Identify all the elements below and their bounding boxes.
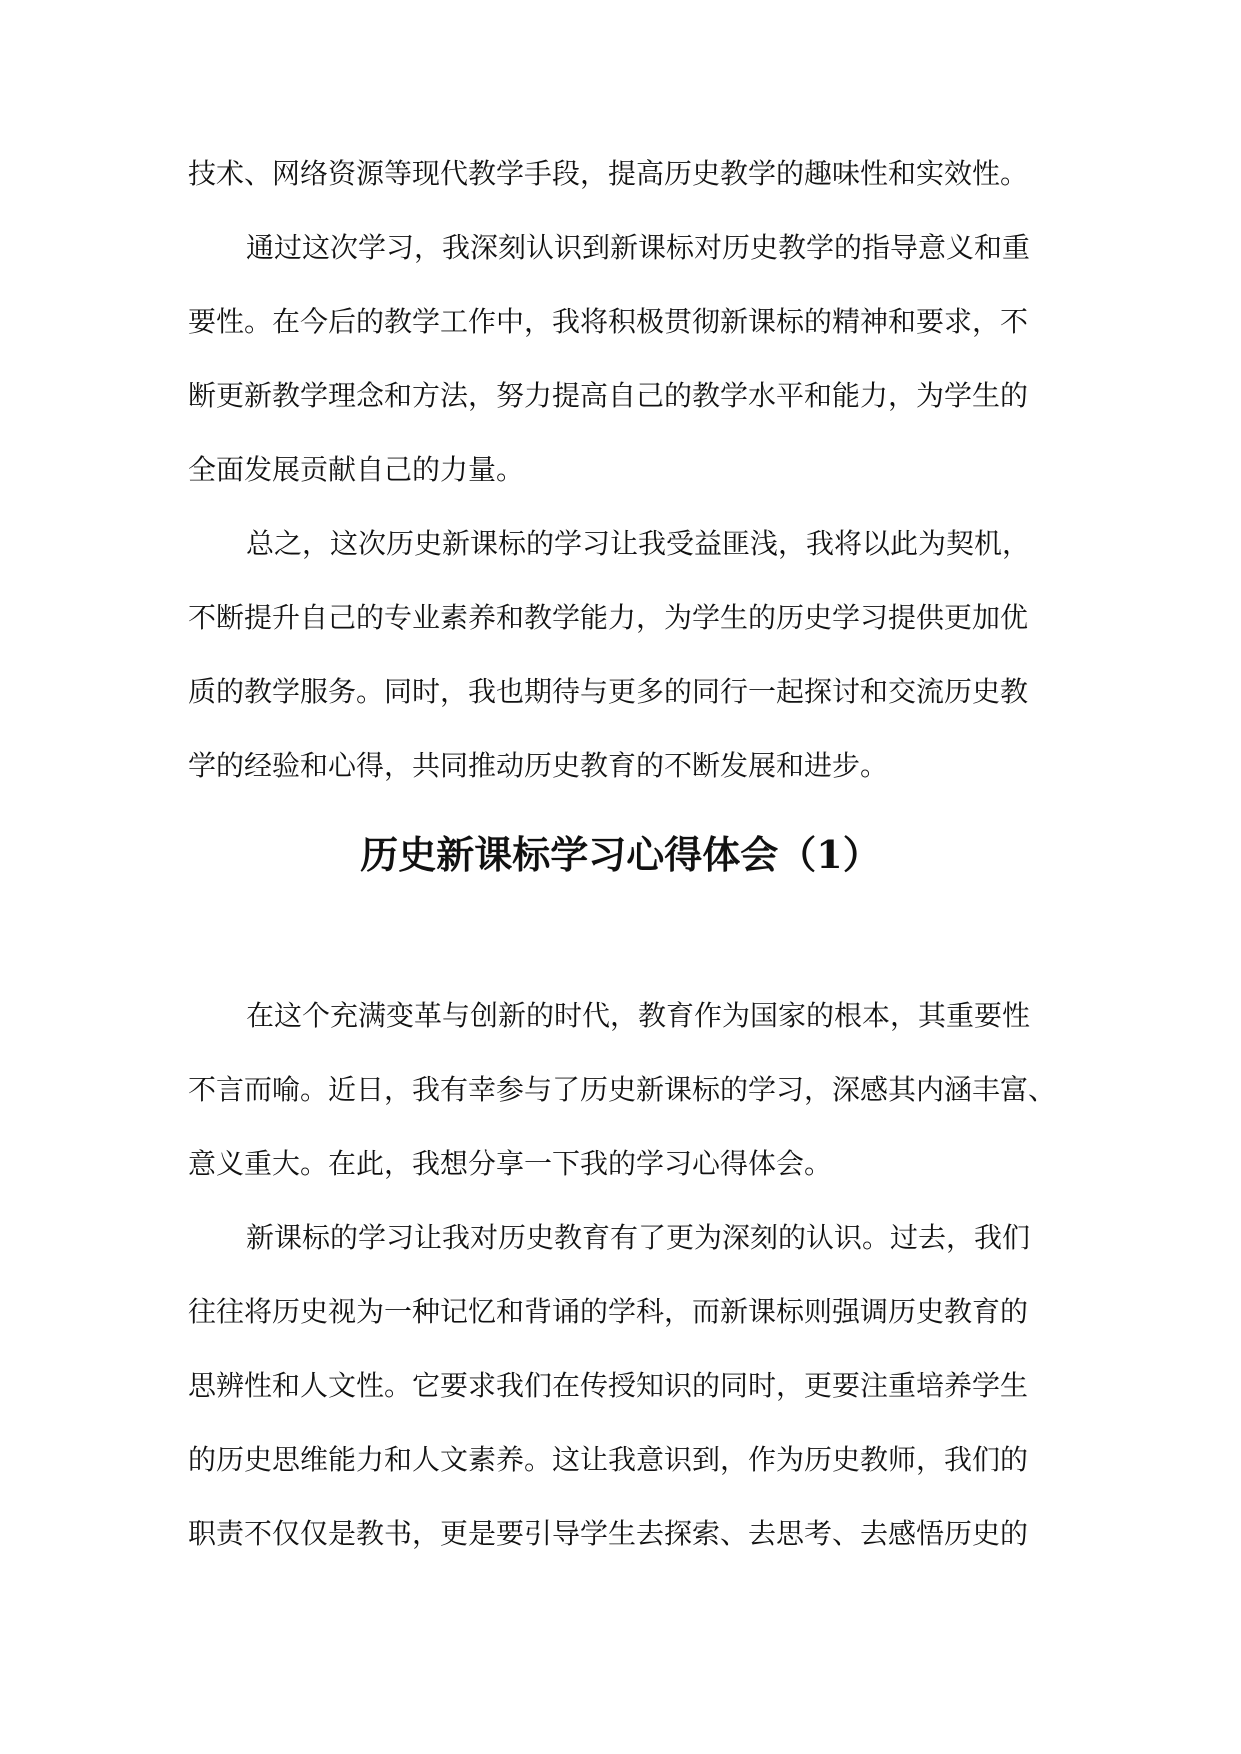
paragraph-line: 在这个充满变革与创新的时代，教育作为国家的根本，其重要性 xyxy=(246,999,1031,1032)
paragraph-line: 总之，这次历史新课标的学习让我受益匪浅，我将以此为契机， xyxy=(246,527,1031,560)
paragraph-line: 通过这次学习，我深刻认识到新课标对历史教学的指导意义和重 xyxy=(246,231,1031,264)
paragraph-line: 全面发展贡献自己的力量。 xyxy=(188,453,525,486)
paragraph-line: 新课标的学习让我对历史教育有了更为深刻的认识。过去，我们 xyxy=(246,1221,1031,1254)
paragraph-line: 不断提升自己的专业素养和教学能力，为学生的历史学习提供更加优 xyxy=(188,601,1029,634)
paragraph-line: 断更新教学理念和方法，努力提高自己的教学水平和能力，为学生的 xyxy=(188,379,1029,412)
paragraph-line: 不言而喻。近日，我有幸参与了历史新课标的学习，深感其内涵丰富、 xyxy=(188,1073,1057,1106)
paragraph-line: 意义重大。在此，我想分享一下我的学习心得体会。 xyxy=(188,1147,833,1180)
paragraph-line: 质的教学服务。同时，我也期待与更多的同行一起探讨和交流历史教 xyxy=(188,675,1029,708)
paragraph-line: 技术、网络资源等现代教学手段，提高历史教学的趣味性和实效性。 xyxy=(188,157,1029,190)
section-heading: 历史新课标学习心得体会（1） xyxy=(360,832,881,877)
paragraph-line: 的历史思维能力和人文素养。这让我意识到，作为历史教师，我们的 xyxy=(188,1443,1029,1476)
paragraph-line: 思辨性和人文性。它要求我们在传授知识的同时，更要注重培养学生 xyxy=(188,1369,1029,1402)
paragraph-line: 学的经验和心得，共同推动历史教育的不断发展和进步。 xyxy=(188,749,889,782)
paragraph-line: 职责不仅仅是教书，更是要引导学生去探索、去思考、去感悟历史的 xyxy=(188,1517,1029,1550)
paragraph-line: 要性。在今后的教学工作中，我将积极贯彻新课标的精神和要求，不 xyxy=(188,305,1029,338)
paragraph-line: 往往将历史视为一种记忆和背诵的学科，而新课标则强调历史教育的 xyxy=(188,1295,1029,1328)
